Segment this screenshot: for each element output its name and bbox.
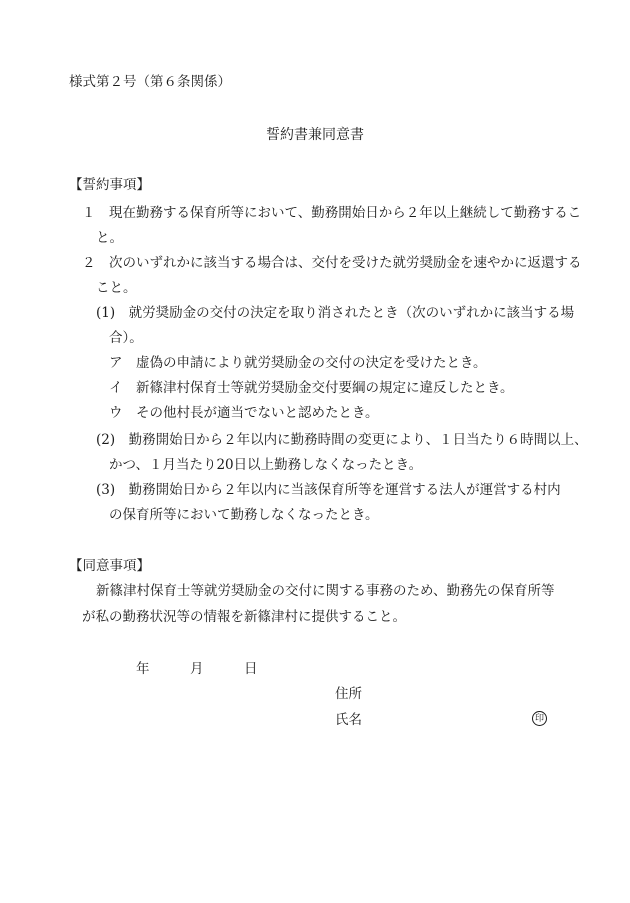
seal-mark: 印 [532,711,547,726]
date-year-label: 年 [136,661,150,677]
consent-line-1: 新篠津村保育士等就労奨励金の交付に関する事務のため、勤務先の保育所等 [96,583,555,599]
document-title: 誓約書兼同意書 [266,127,364,143]
oath-sub-2-line-1: (2) 勤務開始日から２年以内に勤務時間の変更により、１日当たり６時間以上、 [96,432,588,448]
oath-sub-1-a: ア 虚偽の申請により就労奨励金の交付の決定を受けたとき。 [109,355,487,371]
oath-sub-1-line-1: (1) 就労奨励金の交付の決定を取り消されたとき（次のいずれかに該当する場 [96,305,575,321]
oath-item-2-line-2: こと。 [96,280,137,296]
oath-item-1-line-2: と。 [96,230,123,246]
oath-item-2-line-1: ２ 次のいずれかに該当する場合は、交付を受けた就労奨励金を速やかに返還する [82,255,582,271]
date-day-label: 日 [244,661,258,677]
date-month-label: 月 [190,661,204,677]
oath-sub-1-u: ウ その他村長が適当でないと認めたとき。 [109,405,379,421]
name-label: 氏名 [335,712,362,728]
oath-sub-3-line-2: の保育所等において勤務しなくなったとき。 [109,507,379,523]
consent-heading: 【同意事項】 [69,558,150,574]
oath-sub-3-line-1: (3) 勤務開始日から２年以内に当該保育所等を運営する法人が運営する村内 [96,482,561,498]
consent-line-2: が私の勤務状況等の情報を新篠津村に提供すること。 [82,609,406,625]
oath-sub-2-line-2: かつ、１月当たり20日以上勤務しなくなったとき。 [109,457,423,473]
oath-heading: 【誓約事項】 [69,177,150,193]
oath-sub-1-i: イ 新篠津村保育士等就労奨励金交付要綱の規定に違反したとき。 [109,380,514,396]
form-number: 様式第２号（第６条関係） [69,74,231,90]
address-label: 住所 [335,686,362,702]
oath-item-1-line-1: １ 現在勤務する保育所等において、勤務開始日から２年以上継続して勤務するこ [82,205,582,221]
oath-sub-1-line-2: 合）。 [109,330,143,346]
